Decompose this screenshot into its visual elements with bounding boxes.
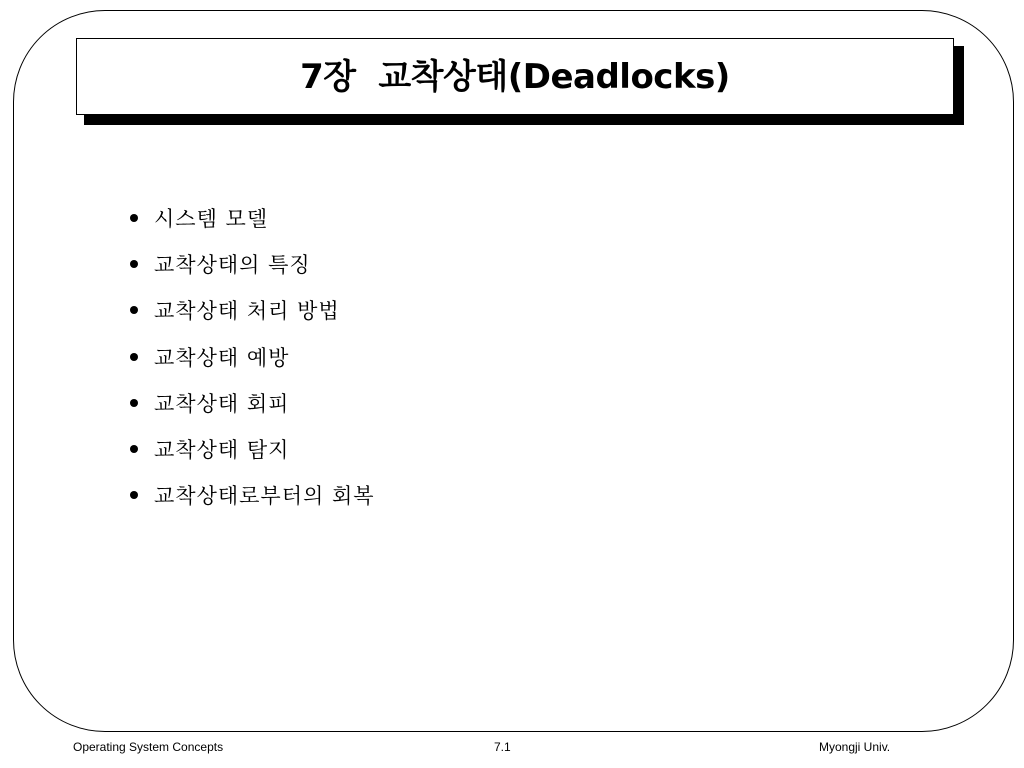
title-box	[76, 38, 954, 115]
list-item	[130, 195, 375, 241]
bullet-text: 교착상태 회피	[154, 391, 290, 416]
bullet-icon	[130, 260, 138, 268]
bullet-text: 교착상태 탐지	[154, 438, 290, 463]
list-item	[130, 334, 375, 380]
bullet-text: 교착상태로부터의 회복	[154, 484, 375, 509]
slide-title: 7장 교착상태(Deadlocks)	[300, 56, 730, 97]
bullet-text: 교착상태 처리 방법	[154, 299, 340, 324]
bullet-text: 시스템 모델	[154, 207, 269, 232]
bullet-list	[130, 195, 375, 518]
bullet-text: 교착상태의 특징	[154, 253, 311, 278]
footer-course-name: Operating System Concepts	[73, 740, 224, 754]
list-item	[130, 380, 375, 426]
footer-page-number: 7.1	[494, 740, 511, 754]
bullet-icon	[130, 399, 138, 407]
footer-university: Myongji Univ.	[819, 740, 891, 754]
bullet-text: 교착상태 예방	[154, 345, 290, 370]
bullet-icon	[130, 214, 138, 222]
list-item	[130, 426, 375, 472]
bullet-icon	[130, 353, 138, 361]
list-item	[130, 241, 375, 287]
list-item	[130, 472, 375, 518]
bullet-icon	[130, 491, 138, 499]
bullet-icon	[130, 306, 138, 314]
list-item	[130, 287, 375, 333]
bullet-icon	[130, 445, 138, 453]
